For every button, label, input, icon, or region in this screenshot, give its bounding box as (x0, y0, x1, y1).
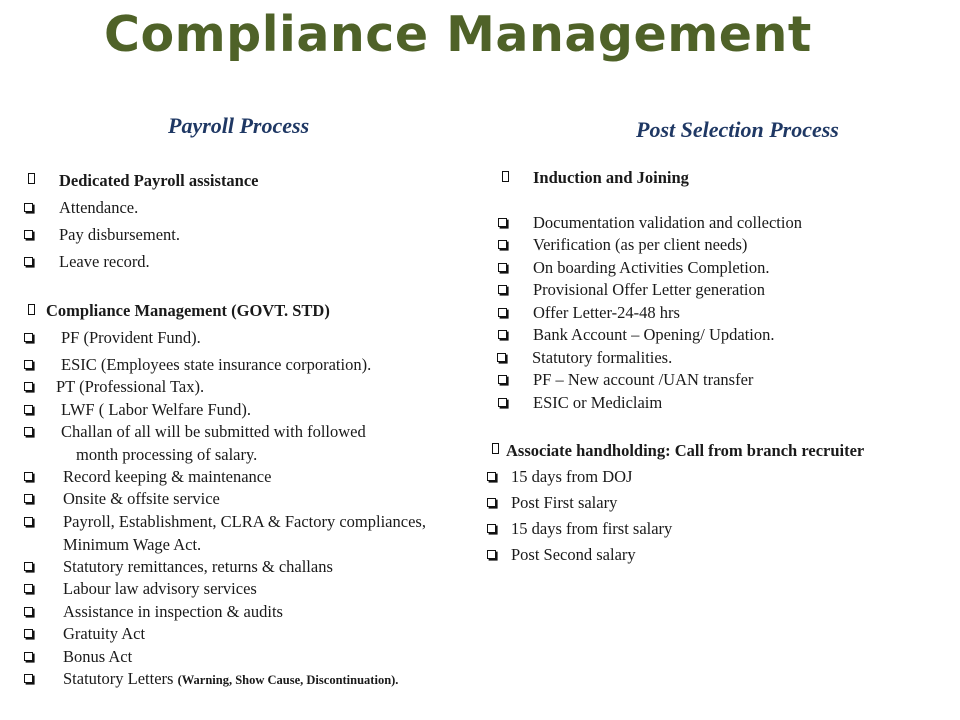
list-item: Gratuity Act (63, 624, 146, 643)
list-item: ESIC or Mediclaim (533, 393, 663, 412)
list-item: Assistance in inspection & audits (63, 602, 283, 621)
list-item: Attendance. (59, 198, 139, 217)
statutory-letters-label: Statutory Letters (63, 669, 174, 688)
checkbox-bullet-icon (498, 330, 507, 339)
checkbox-bullet-icon (24, 427, 33, 436)
checkbox-bullet-icon (24, 257, 33, 266)
missing-glyph-icon (492, 443, 499, 454)
list-item: Statutory formalities. (532, 348, 673, 367)
list-item: Bonus Act (63, 647, 133, 666)
list-item: Bank Account – Opening/ Updation. (533, 325, 775, 344)
list-item: LWF ( Labor Welfare Fund). (61, 400, 252, 419)
checkbox-bullet-icon (24, 652, 33, 661)
list-item: Leave record. (59, 252, 150, 271)
list-item: Verification (as per client needs) (533, 235, 748, 254)
list-item: PF (Provident Fund). (61, 328, 201, 347)
missing-glyph-icon (28, 173, 35, 184)
checkbox-bullet-icon (24, 333, 33, 342)
induction-heading: Induction and Joining (533, 168, 689, 187)
checkbox-bullet-icon (24, 629, 33, 638)
checkbox-bullet-icon (24, 382, 33, 391)
list-item: Onsite & offsite service (63, 489, 220, 508)
checkbox-bullet-icon (487, 550, 496, 559)
list-item-continuation: month processing of salary. (76, 445, 258, 464)
checkbox-bullet-icon (498, 263, 507, 272)
list-item: Pay disbursement. (59, 225, 180, 244)
checkbox-bullet-icon (24, 230, 33, 239)
statutory-letters-note: (Warning, Show Cause, Discontinuation). (177, 673, 399, 687)
list-item: Post First salary (511, 493, 618, 512)
missing-glyph-icon (28, 304, 35, 315)
checkbox-bullet-icon (24, 472, 33, 481)
list-item: 15 days from DOJ (511, 467, 633, 486)
list-item: PF – New account /UAN transfer (533, 370, 754, 389)
list-item: Statutory remittances, returns & challans (63, 557, 333, 576)
checkbox-bullet-icon (24, 517, 33, 526)
list-item: On boarding Activities Completion. (533, 258, 770, 277)
checkbox-bullet-icon (498, 285, 507, 294)
list-item: Provisional Offer Letter generation (533, 280, 765, 299)
list-item: Documentation validation and collection (533, 213, 802, 232)
checkbox-bullet-icon (24, 674, 33, 683)
list-item: 15 days from first salary (511, 519, 673, 538)
list-item: Payroll, Establishment, CLRA & Factory compliances, (63, 512, 426, 531)
post-selection-heading: Post Selection Process (636, 117, 839, 142)
checkbox-bullet-icon (498, 398, 507, 407)
checkbox-bullet-icon (24, 562, 33, 571)
checkbox-bullet-icon (498, 308, 507, 317)
list-item-continuation: Minimum Wage Act. (63, 535, 202, 554)
missing-glyph-icon (502, 171, 509, 182)
list-item: ESIC (Employees state insurance corporation). (61, 355, 372, 374)
list-item: Offer Letter-24-48 hrs (533, 303, 680, 322)
checkbox-bullet-icon (487, 472, 496, 481)
list-item-statutory-letters (63, 671, 398, 688)
page-title: Compliance Management (104, 6, 812, 63)
checkbox-bullet-icon (498, 375, 507, 384)
checkbox-bullet-icon (24, 607, 33, 616)
list-item: Record keeping & maintenance (63, 467, 272, 486)
compliance-management-heading: Compliance Management (GOVT. STD) (46, 301, 330, 320)
list-item: PT (Professional Tax). (56, 377, 205, 396)
list-item: Labour law advisory services (63, 579, 257, 598)
checkbox-bullet-icon (487, 498, 496, 507)
checkbox-bullet-icon (24, 405, 33, 414)
payroll-process-heading: Payroll Process (168, 113, 310, 138)
checkbox-bullet-icon (24, 584, 33, 593)
checkbox-bullet-icon (24, 203, 33, 212)
dedicated-payroll-heading: Dedicated Payroll assistance (59, 171, 259, 190)
associate-handholding-heading: Associate handholding: Call from branch recruiter (506, 441, 865, 460)
checkbox-bullet-icon (498, 240, 507, 249)
checkbox-bullet-icon (24, 494, 33, 503)
list-item: Challan of all will be submitted with followed (61, 422, 366, 441)
checkbox-bullet-icon (497, 353, 506, 362)
checkbox-bullet-icon (487, 524, 496, 533)
checkbox-bullet-icon (24, 360, 33, 369)
checkbox-bullet-icon (498, 218, 507, 227)
list-item: Post Second salary (511, 545, 636, 564)
